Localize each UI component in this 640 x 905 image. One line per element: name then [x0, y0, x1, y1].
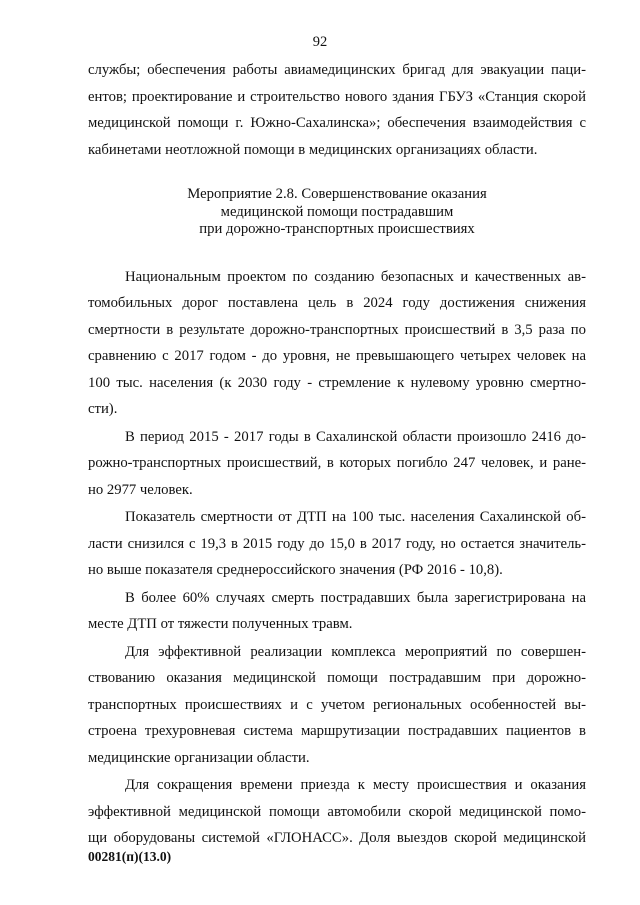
- text-line: службы; обеспечения работы авиамедицинских бригад для эвакуации паци-: [88, 62, 586, 78]
- text-line: месте ДТП от тяжести полученных травм.: [88, 616, 353, 632]
- text-line: ентов; проектирование и строительство нового здания ГБУЗ «Станция скорой: [88, 88, 586, 105]
- text-line: рожно-транспортных происшествий, в которых погибло 247 человек, и ране-: [88, 455, 586, 471]
- text-line: кабинетами неотложной помощи в медицинских организациях области.: [88, 141, 538, 158]
- text-line: Национальным проектом по созданию безопасных и качественных ав-: [125, 268, 586, 285]
- text-line: строена трехуровневая система маршрутизации пострадавших пациентов в: [88, 723, 586, 739]
- text-line: сравнению с 2017 годом - до уровня, не превышающего четырех человек на: [88, 348, 586, 364]
- text-line: смертности в результате дорожно-транспортных происшествий в 3,5 раза по: [88, 321, 586, 338]
- section-heading: [88, 186, 586, 239]
- paragraph-on-site-deaths: [88, 585, 586, 638]
- text-line: но выше показателя среднероссийского значения (РФ 2016 - 10,8).: [88, 562, 503, 578]
- text-line: 100 тыс. населения (к 2030 году - стремление к нулевому уровню смертно-: [88, 374, 586, 391]
- paragraph-national-project: [88, 264, 586, 423]
- paragraph-routing-system: [88, 639, 586, 772]
- text-line: В период 2015 - 2017 годы в Сахалинской области произошло 2416 до-: [125, 428, 586, 445]
- paragraph-glonass: [88, 772, 586, 852]
- text-line: томобильных дорог поставлена цель в 2024 году достижения снижения: [88, 295, 586, 311]
- text-line: щи оборудованы системой «ГЛОНАСС». Доля выездов скорой медицинской: [88, 830, 586, 846]
- page-content: [88, 57, 586, 853]
- text-line: сти).: [88, 401, 118, 417]
- text-line: медицинской помощи г. Южно-Сахалинска»; обеспечения взаимодействия с: [88, 115, 586, 131]
- document-code: 00281(п)(13.0): [88, 849, 172, 864]
- text-line: Для эффективной реализации комплекса мероприятий по совершен-: [125, 643, 586, 660]
- heading-line: при дорожно-транспортных происшествиях: [199, 221, 475, 237]
- text-line: ствованию оказания медицинской помощи пострадавшим при дорожно-: [88, 670, 586, 686]
- paragraph-mortality-rate: [88, 504, 586, 584]
- text-line: Для сокращения времени приезда к месту происшествия и оказания: [125, 777, 586, 793]
- intro-paragraph: [88, 57, 586, 163]
- heading-line: медицинской помощи пострадавшим: [220, 203, 454, 220]
- text-line: медицинские организации области.: [88, 749, 310, 766]
- paragraph-accident-stats: [88, 424, 586, 504]
- text-line: Показатель смертности от ДТП на 100 тыс. населения Сахалинской об-: [125, 509, 586, 525]
- heading-line: Мероприятие 2.8. Совершенствование оказания: [187, 186, 487, 202]
- text-line: но 2977 человек.: [88, 481, 193, 498]
- text-line: транспортных происшествиях и с учетом региональных особенностей вы-: [88, 696, 586, 713]
- text-line: В более 60% случаях смерть пострадавших была зарегистрирована на: [125, 589, 586, 606]
- text-line: ласти снизился с 19,3 в 2015 году до 15,0 в 2017 году, но остается значитель-: [88, 535, 586, 552]
- text-line: эффективной медицинской помощи автомобили скорой медицинской помо-: [88, 803, 586, 820]
- page-number: 92: [312, 34, 328, 50]
